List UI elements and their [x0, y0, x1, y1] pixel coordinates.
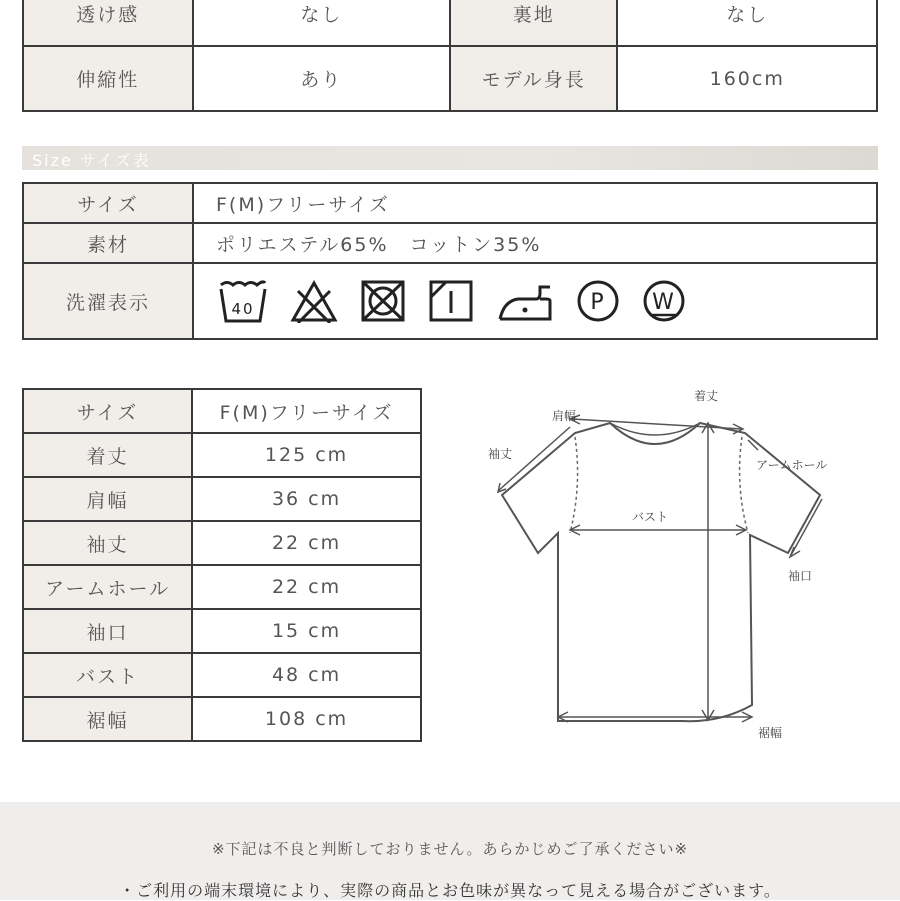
wet-clean-w-icon: [642, 279, 686, 323]
notice-box: [0, 802, 900, 900]
table-row: [23, 521, 421, 565]
size-value: 108 cm: [192, 697, 421, 741]
size-label: 袖丈: [23, 521, 192, 565]
size-value: 36 cm: [192, 477, 421, 521]
size-value: F(M)フリーサイズ: [193, 183, 877, 223]
section-title: Size サイズ表: [32, 151, 151, 170]
diagram-label-shoulder: 肩幅: [552, 409, 577, 423]
size-value: 48 cm: [192, 653, 421, 697]
armhole-left-line: [570, 437, 578, 533]
table-row: [23, 477, 421, 521]
diagram-label-cuff: 袖口: [788, 569, 813, 583]
size-label: 裾幅: [23, 697, 192, 741]
dry-clean-letter: P: [590, 290, 606, 315]
spec-value: なし: [617, 0, 877, 46]
no-bleach-icon: [290, 279, 338, 323]
size-label: 袖口: [23, 609, 192, 653]
table-row: [23, 223, 877, 263]
table-row: [23, 389, 421, 433]
wash-40-icon: [218, 279, 268, 323]
spec-label: 裏地: [450, 0, 618, 46]
spec-table: [22, 0, 878, 112]
spec-value: 160cm: [617, 46, 877, 111]
no-tumble-dry-icon: [360, 279, 406, 323]
table-row: [23, 565, 421, 609]
garment-diagram: [470, 385, 890, 755]
notice-line: ・ご利用の端末環境により、実際の商品とお色味が異なって見える場合がございます。: [119, 881, 781, 900]
diagram-label-bust: バスト: [632, 510, 669, 524]
diagram-label-hem: 裾幅: [758, 726, 783, 740]
table-row: [23, 0, 877, 46]
material-label: 素材: [23, 223, 193, 263]
dry-clean-p-icon: [576, 279, 620, 323]
size-value: 22 cm: [192, 521, 421, 565]
section-header-bar: [22, 146, 878, 170]
table-row: [23, 697, 421, 741]
table-row: [23, 183, 877, 223]
armhole-right-line: [740, 437, 748, 533]
table-row: [23, 263, 877, 339]
diagram-label-armhole: アームホール: [756, 458, 828, 472]
size-header-label: サイズ: [23, 389, 192, 433]
diagram-label-length: 着丈: [694, 389, 719, 403]
table-row: [23, 653, 421, 697]
size-label: サイズ: [23, 183, 193, 223]
size-label: 着丈: [23, 433, 192, 477]
notice-line: ※下記は不良と判断しておりません。あらかじめご了承ください※: [211, 840, 689, 858]
spec-label: 透け感: [23, 0, 193, 46]
size-value: 125 cm: [192, 433, 421, 477]
size-table: [22, 388, 422, 742]
wet-clean-letter: W: [652, 290, 676, 315]
material-value: ポリエステル65% コットン35%: [193, 223, 877, 263]
care-icons: [216, 279, 876, 323]
size-label: アームホール: [23, 565, 192, 609]
care-label: 洗濯表示: [23, 263, 193, 339]
table-row: [23, 46, 877, 111]
wash-temp: 40: [231, 300, 255, 318]
diagram-label-sleeve: 袖丈: [488, 447, 513, 461]
care-icons-cell: [193, 263, 877, 339]
size-value: 22 cm: [192, 565, 421, 609]
size-label: 肩幅: [23, 477, 192, 521]
spec-label: モデル身長: [450, 46, 618, 111]
table-row: [23, 433, 421, 477]
material-table: [22, 182, 878, 340]
iron-low-icon: [496, 279, 554, 323]
line-dry-shade-icon: [428, 279, 474, 323]
table-row: [23, 609, 421, 653]
size-value: 15 cm: [192, 609, 421, 653]
spec-label: 伸縮性: [23, 46, 193, 111]
cuff-line: [790, 499, 822, 557]
spec-value: あり: [193, 46, 450, 111]
size-label: バスト: [23, 653, 192, 697]
spec-value: なし: [193, 0, 450, 46]
size-header-value: F(M)フリーサイズ: [192, 389, 421, 433]
